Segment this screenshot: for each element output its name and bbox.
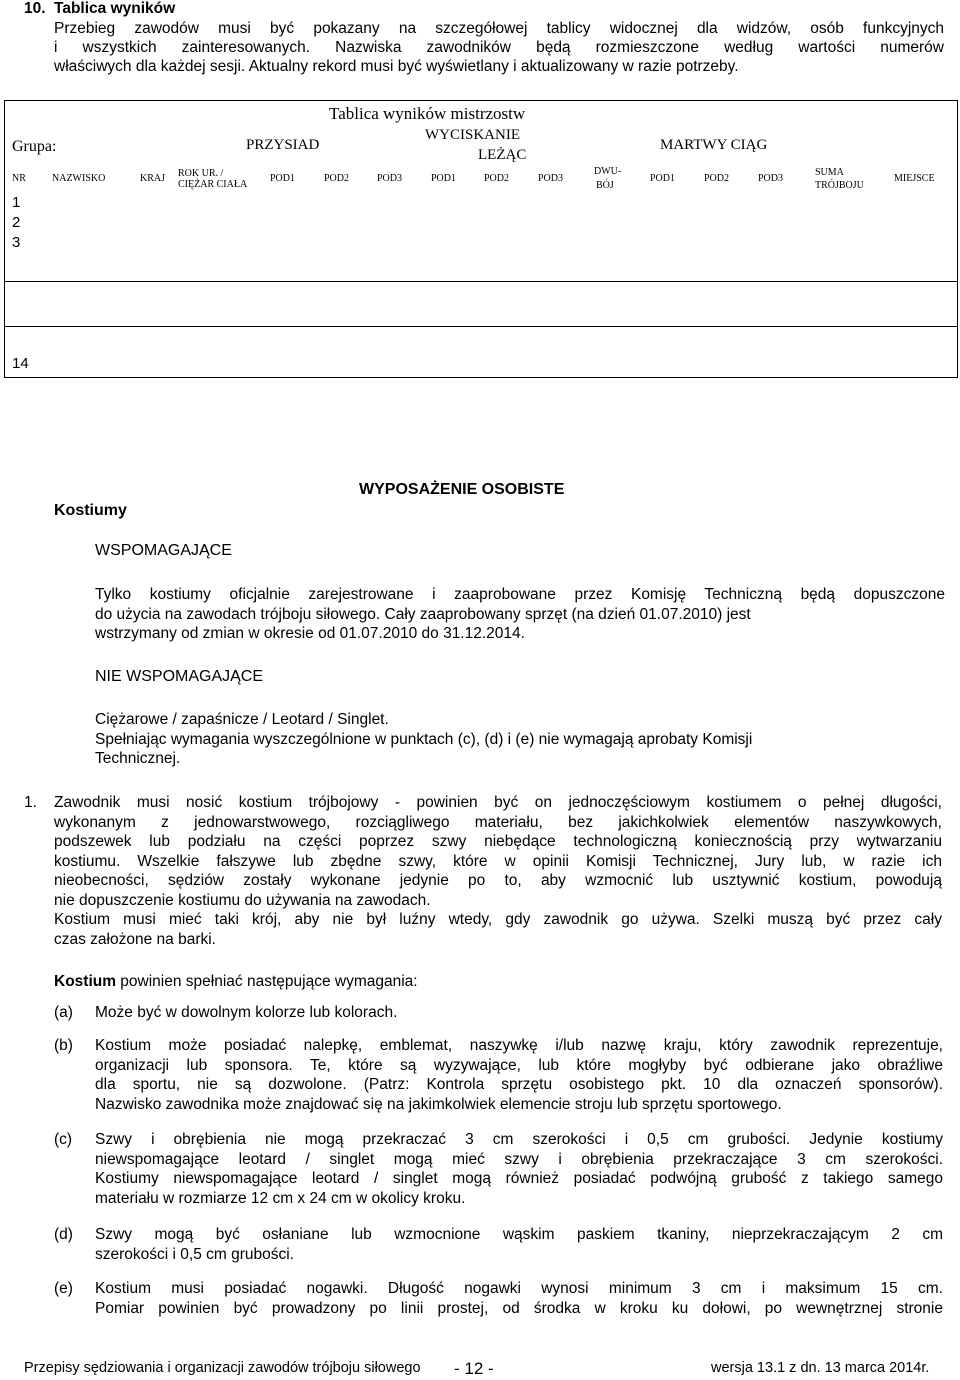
item-label: (e)	[54, 1280, 73, 1297]
requirements-bold: Kostium	[54, 973, 116, 990]
item-label: (d)	[54, 1226, 73, 1243]
footer-version: wersja 13.1 z dn. 13 marca 2014r.	[711, 1360, 930, 1376]
total-line2: TRÓJBOJU	[815, 180, 864, 191]
text-line: nieobecności, sędziów zostały wykonane jedynie po to, aby wzmocnić lub usztywnić kostium, powodują	[54, 872, 942, 889]
subtotal-line2: BÓJ	[596, 180, 614, 191]
squat-attempt-2: POD2	[324, 173, 350, 184]
subtotal-line1: DWU-	[594, 166, 622, 177]
text-line: kostiumu. Wszelkie fałszywe lub zbędne szwy, które w opinii Komisji Technicznej, Jury lub, w razie ich	[54, 852, 942, 870]
non-supportive-heading: NIE WSPOMAGAJĄCE	[95, 668, 264, 685]
supportive-heading: WSPOMAGAJĄCE	[95, 542, 232, 559]
rule-number: 1.	[24, 794, 37, 811]
bench-attempt-1: POD1	[431, 173, 457, 184]
row-number: 3	[12, 234, 21, 251]
text-line: Pomiar powinien być prowadzony po linii prostej, od środka w kroku ku dołowi, po wewnętrznej stronie	[95, 1299, 943, 1317]
col-nr: NR	[12, 173, 26, 184]
text-line: dla sportu, nie są dozwolone. (Patrz: Kontrola sprzętu osobistego pkt. 10 dla oznaczeń sponsorów).	[95, 1076, 943, 1093]
text-line: Kostium musi posiadać nogawki. Długość nogawki wynosi minimum 3 cm i maksimum 15 cm.	[95, 1280, 943, 1297]
text-line: wstrzymany od zmian w okresie od 01.07.2010 do 31.12.2014.	[95, 625, 525, 642]
text-line: do użycia na zawodach trójboju siłowego. Cały zaaprobowany sprzęt (na dzień 01.07.2010) jest	[95, 605, 751, 623]
total-line1: SUMA	[815, 167, 844, 178]
item-label: (b)	[54, 1037, 73, 1054]
bench-header-line2: LEŻĄC	[478, 147, 527, 163]
col-country: KRAJ	[140, 173, 166, 184]
col-name: NAZWISKO	[52, 173, 106, 184]
supportive-text	[95, 585, 945, 644]
row-number: 1	[12, 194, 21, 211]
text-line: Technicznej.	[95, 750, 181, 767]
item-d	[95, 1225, 943, 1264]
squat-attempt-1: POD1	[270, 173, 296, 184]
intro-line: i wszystkich zainteresowanych. Nazwiska zawodników będą rozmieszczone według wartości numerów	[54, 39, 944, 56]
item-label: (c)	[54, 1131, 73, 1148]
deadlift-attempt-1: POD1	[650, 173, 676, 184]
intro-line: właściwych dla każdej sesji. Aktualny rekord musi być wyświetlany i aktualizowany w razie potrzeby.	[54, 58, 739, 75]
squat-attempt-3: POD3	[377, 173, 403, 184]
page-number: - 12 -	[454, 1359, 494, 1378]
text-line: Szwy i obrębienia nie mogą przekraczać 3 cm szerokości i 0,5 cm grubości. Jedynie kostiumy	[95, 1131, 943, 1148]
footer-title: Przepisy sędziowania i organizacji zawodów trójboju siłowego	[24, 1360, 421, 1376]
text-line: Kostiumy niewspomagające leotard / singlet mogą również posiadać podwójną grubość z takiego samego	[95, 1170, 943, 1187]
text-line: nie dopuszczenie kostiumu do używania na zawodach.	[54, 891, 431, 909]
rule-1-text	[54, 793, 942, 949]
bench-attempt-2: POD2	[484, 173, 510, 184]
scoreboard-table	[4, 100, 958, 378]
text-line: Zawodnik musi nosić kostium trójbojowy - powinien być on jednoczęściowym kostiumem o pełnej długości,	[54, 794, 942, 811]
bench-attempt-3: POD3	[538, 173, 564, 184]
requirements-rest: powinien spełniać następujące wymagania:	[116, 973, 418, 990]
text-line: Ciężarowe / zapaśnicze / Leotard / Singlet.	[95, 711, 389, 728]
col-year-line1: ROK UR. /	[178, 168, 224, 179]
deadlift-header: MARTWY CIĄG	[660, 137, 768, 153]
col-place: MIEJSCE	[894, 173, 935, 184]
deadlift-attempt-2: POD2	[704, 173, 730, 184]
text-line: wykonanym z jednowarstwowego, rozciągliwego materiału, bez jakichkolwiek elementów naszywkowych,	[54, 813, 942, 831]
text-line: niewspomagające leotard / singlet mogą mieć szwy i obrębienia przekraczające 3 cm szerokości.	[95, 1150, 943, 1168]
item-e	[95, 1279, 943, 1318]
col-year-line2: CIĘŻAR CIAŁA	[178, 179, 248, 190]
section-number: 10.	[24, 0, 46, 17]
text-line: Spełniając wymagania wyszczególnione w punktach (c), (d) i (e) nie wymagają aprobaty Komisji	[95, 730, 753, 748]
text-line: Szwy mogą być osłaniane lub wzmocnione wąskim paskiem tkaniny, nieprzekraczającym 2 cm	[95, 1226, 943, 1243]
non-supportive-text	[95, 710, 945, 769]
requirements-intro	[54, 973, 418, 991]
item-b	[95, 1036, 943, 1114]
text-line: podszewek lub podziału na części poprzez szwy niebędące technologiczną koniecznością przy wytwarzaniu	[54, 833, 942, 850]
text-line: organizacji lub sponsora. Te, które są wyzywające, lub które mogłyby być odbierane jako obraźliwe	[95, 1056, 943, 1074]
section-title: Tablica wyników	[54, 0, 176, 17]
text-line: szerokości i 0,5 cm grubości.	[95, 1245, 294, 1263]
table-title: Tablica wyników mistrzostw	[329, 104, 526, 123]
item-a	[95, 1003, 943, 1023]
group-label: Grupa:	[12, 138, 57, 155]
row-number: 2	[12, 214, 21, 231]
squat-header: PRZYSIAD	[246, 137, 320, 153]
text-line: Tylko kostiumy oficjalnie zarejestrowane i zaaprobowane przez Komisję Techniczną będą dopuszczone	[95, 586, 945, 603]
text-line: Kostium musi mieć taki krój, aby nie był luźny wtedy, gdy zawodnik go używa. Szelki muszą być przez cały	[54, 911, 942, 928]
item-c	[95, 1130, 943, 1208]
costumes-heading: Kostiumy	[54, 502, 127, 519]
intro-line: Przebieg zawodów musi być pokazany na szczegółowej tablicy widocznej dla widzów, osób funkcyjnych	[54, 20, 944, 37]
item-label: (a)	[54, 1004, 73, 1021]
bench-header-line1: WYCISKANIE	[425, 127, 520, 143]
section-intro	[54, 19, 944, 76]
text-line: Nazwisko zawodnika może znajdować się na jakimkolwiek elemencie stroju lub sprzętu sportowego.	[95, 1095, 782, 1113]
equipment-heading: WYPOSAŻENIE OSOBISTE	[359, 481, 565, 498]
text-line: czas założone na barki.	[54, 930, 216, 948]
deadlift-attempt-3: POD3	[758, 173, 784, 184]
text-line: Może być w dowolnym kolorze lub kolorach.	[95, 1004, 398, 1021]
row-number: 14	[12, 355, 29, 372]
text-line: materiału w rozmiarze 12 cm x 24 cm w okolicy kroku.	[95, 1189, 466, 1207]
text-line: Kostium może posiadać nalepkę, emblemat, naszywkę i/lub nazwę kraju, który zawodnik reprezentuje,	[95, 1037, 943, 1054]
